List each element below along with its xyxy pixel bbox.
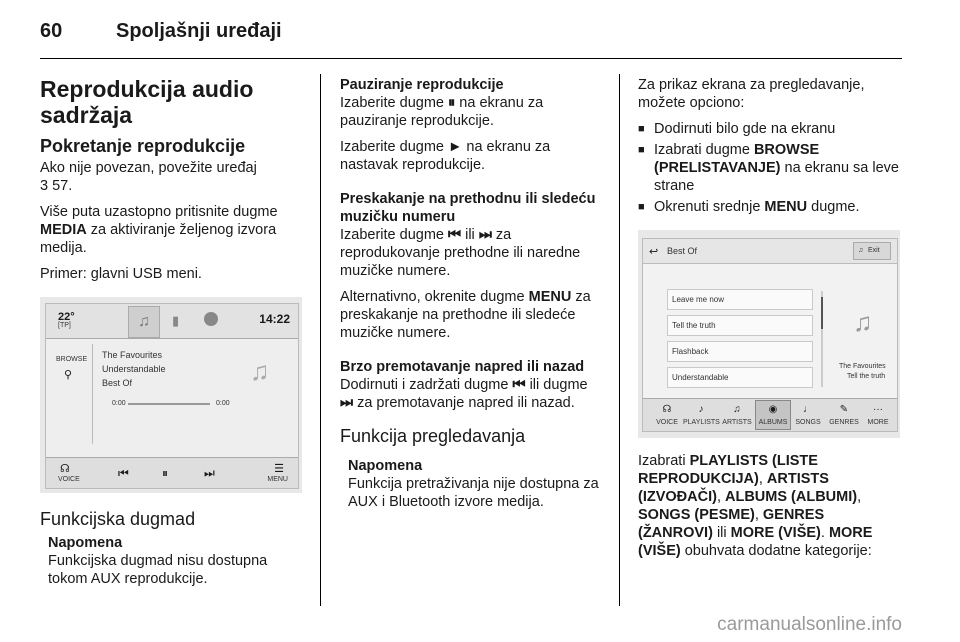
browse-button[interactable]: BROWSE: [56, 356, 88, 363]
paragraph: [340, 226, 602, 280]
music-note-icon[interactable]: ♫: [128, 306, 160, 338]
track-title: Understandable: [102, 364, 166, 374]
tab-label: MORE: [867, 419, 889, 426]
infotainment-screen: [45, 303, 299, 489]
text: na ekranu za nastavak reprodukcije.: [340, 139, 551, 173]
option-list: [638, 120, 900, 216]
control-bar: [46, 457, 298, 488]
tab-label: ARTISTS: [722, 419, 752, 426]
text: ili: [461, 227, 479, 243]
paragraph: [40, 203, 302, 257]
button-name: GENRES (ŽANROVI): [638, 507, 825, 541]
playlist-icon: ♪: [698, 404, 704, 415]
list-item[interactable]: Flashback: [667, 341, 813, 362]
genre-icon: ✎: [839, 404, 849, 415]
artist-name: The Favourites: [839, 363, 886, 370]
info-icon[interactable]: [204, 312, 218, 326]
tab-label: VOICE: [656, 419, 678, 426]
back-icon[interactable]: ↩: [649, 246, 659, 258]
page-reference[interactable]: 3 57.: [40, 178, 73, 194]
tab-albums[interactable]: [755, 400, 791, 430]
tp-indicator: [TP]: [58, 322, 71, 329]
note-text: Funkcijska dugmad nisu dostupna tokom AUX reprodukcije.: [48, 553, 268, 587]
text: ,: [758, 471, 767, 487]
next-icon: ⏭: [478, 227, 492, 243]
paragraph-heading: Pauziranje reprodukcije: [340, 77, 504, 93]
artist-icon: ♫: [733, 404, 741, 415]
paragraph-heading: Preskakanje na prethodnu ili sledeću muzičku numeru: [340, 191, 596, 225]
next-track-button[interactable]: ⏭: [204, 466, 215, 480]
previous-icon: ⏮: [448, 227, 462, 243]
voice-label: VOICE: [58, 476, 80, 483]
time-total: 0:00: [216, 400, 230, 407]
paragraph: [340, 94, 602, 130]
button-name: ARTISTS (IZVOĐAČI): [638, 471, 829, 505]
text: Izaberite dugme: [340, 139, 449, 155]
note-text: Funkcija pretraživanja nije dostupna za AUX i Bluetooth izvore medija.: [348, 476, 599, 510]
tab-label: SONGS: [795, 419, 821, 426]
temperature: 22°: [58, 311, 75, 323]
album-art-icon: ♫: [853, 307, 873, 337]
text: Više puta uzastopno pritisnite dugme: [40, 204, 278, 220]
list-item[interactable]: Tell the truth: [667, 315, 813, 336]
note-box: [48, 534, 302, 588]
album-art-icon: ♫: [250, 356, 270, 386]
list-item: [638, 141, 900, 195]
spacer: [340, 182, 602, 190]
voice-icon[interactable]: ☊: [60, 463, 70, 475]
text: Izabrati dugme: [654, 142, 754, 158]
button-name: BROWSE (PRELISTAVANJE): [654, 142, 820, 176]
button-name: ALBUMS (ALBUMI): [725, 489, 858, 505]
subsection-heading: Funkcija pregledavanja: [340, 426, 526, 446]
pause-icon: ⏸: [448, 95, 456, 111]
button-name: MORE (VIŠE): [638, 525, 873, 559]
button-name: PLAYLISTS (LISTE REPRODUKCIJA): [638, 453, 818, 487]
pause-button[interactable]: ⏸: [162, 466, 169, 480]
text: Izabrati: [638, 453, 690, 469]
text: za aktiviranje željenog izvora medija.: [40, 222, 277, 256]
text: dugme.: [807, 199, 860, 215]
paragraph: Za prikaz ekrana za pregledavanje, možete opciono:: [638, 77, 865, 111]
button-name: SONGS (PESME): [638, 507, 755, 523]
text: Dodirnuti i zadržati dugme: [340, 377, 513, 393]
track-artist: The Favourites: [102, 350, 163, 360]
column-divider: [320, 74, 321, 606]
section-heading: Reprodukcija audio sadržaja: [40, 76, 254, 128]
track-album: Best Of: [102, 378, 133, 388]
divider: [92, 344, 93, 444]
list-item: ■ Dodirnuti bilo gde na ekranu: [638, 120, 900, 138]
list-item[interactable]: Leave me now: [667, 289, 813, 310]
tab-artists[interactable]: [719, 401, 755, 429]
tab-voice[interactable]: [649, 401, 685, 429]
text: Alternativno, okrenite dugme: [340, 289, 529, 305]
song-name: Tell the truth: [847, 373, 886, 380]
button-name: MEDIA: [40, 222, 87, 238]
infotainment-screen: [642, 238, 898, 432]
column-1: [40, 76, 302, 588]
menu-label: MENU: [267, 476, 288, 483]
more-icon: ···: [873, 404, 883, 415]
button-name: MENU: [764, 199, 808, 215]
music-note-icon: ♫: [858, 247, 864, 254]
column-2: [340, 76, 602, 511]
previous-track-button[interactable]: ⏮: [118, 466, 129, 480]
text: ,: [754, 507, 763, 523]
subsection-heading: Pokretanje reprodukcije: [40, 136, 246, 156]
text: na ekranu za pauziranje reprodukcije.: [340, 95, 544, 129]
note-box: [348, 457, 602, 511]
column-3: [638, 76, 900, 568]
tab-songs[interactable]: [791, 401, 825, 429]
phone-icon[interactable]: ▮: [172, 313, 180, 328]
paragraph: [638, 452, 900, 560]
scrollbar-thumb[interactable]: [821, 297, 823, 329]
tab-label: GENRES: [829, 419, 859, 426]
tab-label: PLAYLISTS: [683, 419, 720, 426]
text: Ako nije povezan, povežite uređaj: [40, 160, 257, 176]
search-icon: ⚲: [64, 369, 73, 381]
watermark: carmanualsonline.info: [717, 614, 902, 635]
exit-label: Exit: [868, 247, 880, 254]
text: za preskakanje na prethodne ili sledeće muzičke numere.: [340, 289, 591, 341]
paragraph: Primer: glavni USB meni.: [40, 266, 202, 282]
header-rule: [40, 58, 902, 59]
text: za reprodukovanje prethodne ili naredne muzičke numere.: [340, 227, 581, 279]
button-name: MORE (VIŠE): [730, 525, 821, 541]
song-icon: ♩: [803, 404, 813, 415]
button-name: MENU: [528, 289, 572, 305]
text: ,: [716, 489, 725, 505]
chapter-title: Spoljašnji uređaji: [116, 20, 282, 42]
list-title: Best Of: [667, 246, 698, 256]
album-icon: ◉: [768, 404, 778, 415]
play-icon: ►: [448, 139, 463, 155]
tab-more[interactable]: [861, 401, 895, 429]
list-item[interactable]: Understandable: [667, 367, 813, 388]
text: Izaberite dugme: [340, 227, 449, 243]
list-item: [638, 198, 900, 216]
menu-icon[interactable]: ☰: [274, 463, 284, 475]
page-number: 60: [40, 20, 63, 42]
subsection-heading: Funkcijska dugmad: [40, 509, 196, 529]
usb-menu-screenshot: [40, 297, 302, 493]
tab-label: ALBUMS: [758, 419, 788, 426]
paragraph: [340, 138, 602, 174]
previous-icon: ⏮: [512, 377, 526, 393]
text: ,: [857, 489, 862, 505]
text: na ekranu sa leve strane: [654, 160, 899, 194]
column-divider: [619, 74, 620, 606]
text: za premotavanje napred ili nazad.: [353, 395, 575, 411]
text: ili: [712, 525, 731, 541]
paragraph: [40, 159, 302, 195]
note-title: Napomena: [48, 535, 123, 551]
text: Okrenuti srednje: [654, 199, 765, 215]
tab-playlists[interactable]: [683, 401, 719, 429]
note-title: Napomena: [348, 458, 423, 474]
time-elapsed: 0:00: [112, 400, 126, 407]
tab-genres[interactable]: [827, 401, 861, 429]
text: Izaberite dugme: [340, 95, 449, 111]
category-bar: [643, 398, 897, 431]
progress-bar[interactable]: [128, 403, 210, 405]
text: obuhvata dodatne kategorije:: [680, 543, 872, 559]
page-header: [40, 20, 282, 43]
clock: 14:22: [259, 312, 290, 326]
text: ili dugme: [525, 377, 588, 393]
voice-icon: ☊: [662, 404, 672, 415]
browse-screenshot: [638, 230, 900, 438]
paragraph: [340, 288, 602, 342]
next-icon: ⏭: [340, 395, 354, 411]
paragraph-heading: Brzo premotavanje napred ili nazad: [340, 359, 585, 375]
exit-button[interactable]: [853, 242, 891, 260]
spacer: [340, 350, 602, 358]
paragraph: [340, 376, 602, 412]
text: .: [820, 525, 829, 541]
